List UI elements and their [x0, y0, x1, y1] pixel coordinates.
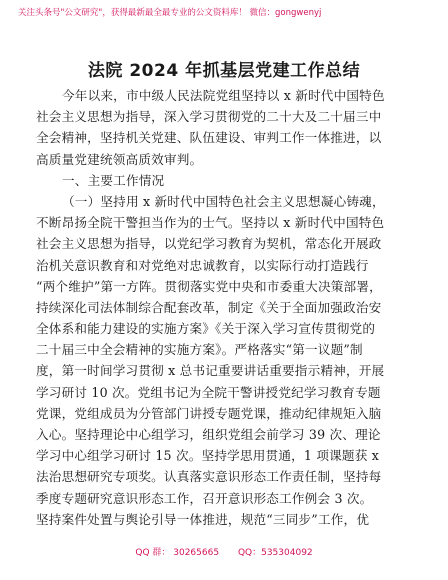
text-line: 全体系和能力建设的实施方案》《关于深入学习宣传贯彻党的 — [36, 321, 376, 337]
text-line: （一）坚持用 x 新时代中国特色社会主义思想凝心铸魂， — [62, 193, 385, 209]
text-line: “两个维护”第一方阵。贯彻落实党中央和市委重大决策部署， — [36, 278, 382, 294]
text-line: 坚持案件处置与舆论引导一体推进，规范“三同步”工作，优 — [36, 511, 370, 527]
text-line: 今年以来，市中级人民法院党组坚持以 x 新时代中国特色 — [62, 88, 385, 103]
text-line: 入心。坚持理论中心组学习，组织党组会前学习 39 次、理论 — [36, 427, 381, 442]
text-line: 季度专题研究意识形态工作，召开意识形态工作例会 3 次。 — [36, 490, 373, 506]
text-line: 一、主要工作情况 — [62, 172, 165, 188]
text-line: 法治思想研究专项奖。认真落实意识形态工作责任制，坚持每 — [36, 469, 382, 485]
text-line: 学习研讨 10 次。党组书记为全院干警讲授党纪学习教育专题 — [36, 384, 381, 400]
text-line: 党课，党组成员为分管部门讲授专题党课，推动纪律规矩入脑 — [36, 405, 382, 421]
text-line: 全会精神，坚持机关党建、队伍建设、审判工作一体推进，以 — [36, 130, 382, 146]
footer-qq-group: QQ 群： 30265665 — [135, 548, 220, 558]
document-title: 法院 2024 年抓基层党建工作总结 — [87, 61, 361, 81]
text-line: 社会主义思想为指导，以党纪学习教育为契机，常态化开展政 — [36, 236, 382, 252]
text-line: 度，第一时间学习贯彻 x 总书记重要讲话重要指示精神，开展 — [36, 363, 385, 379]
text-line: 二十届三中全会精神的实施方案》。严格落实“第一议题”制 — [36, 342, 363, 358]
text-line: 高质量党建统领高质效审判。 — [36, 151, 203, 167]
wechat-id: 微信：gongwenyj — [249, 8, 322, 18]
header-banner — [18, 6, 430, 18]
text-line: 治机关意识教育和对党绝对忠诚教育，以实际行动打造践行 — [36, 257, 369, 273]
text-line: 持续深化司法体制综合配套改革，制定《关于全面加强政治安 — [36, 299, 382, 315]
document-body — [36, 85, 416, 530]
footer-qq: QQ：535304092 — [237, 548, 313, 558]
text-line: 不断昂扬全院干警担当作为的士气。坚持以 x 新时代中国特色 — [36, 215, 385, 231]
banner-text: 关注头条号"公文研究"，获得最新最全最专业的公文资料库！ — [18, 8, 247, 18]
text-line: 社会主义思想为指导，深入学习贯彻党的二十大及二十届三中 — [36, 109, 382, 125]
footer-contact — [0, 545, 448, 558]
text-line: 学习中心组学习研讨 15 次。坚持学思用贯通，1 项课题获 x — [36, 448, 380, 464]
